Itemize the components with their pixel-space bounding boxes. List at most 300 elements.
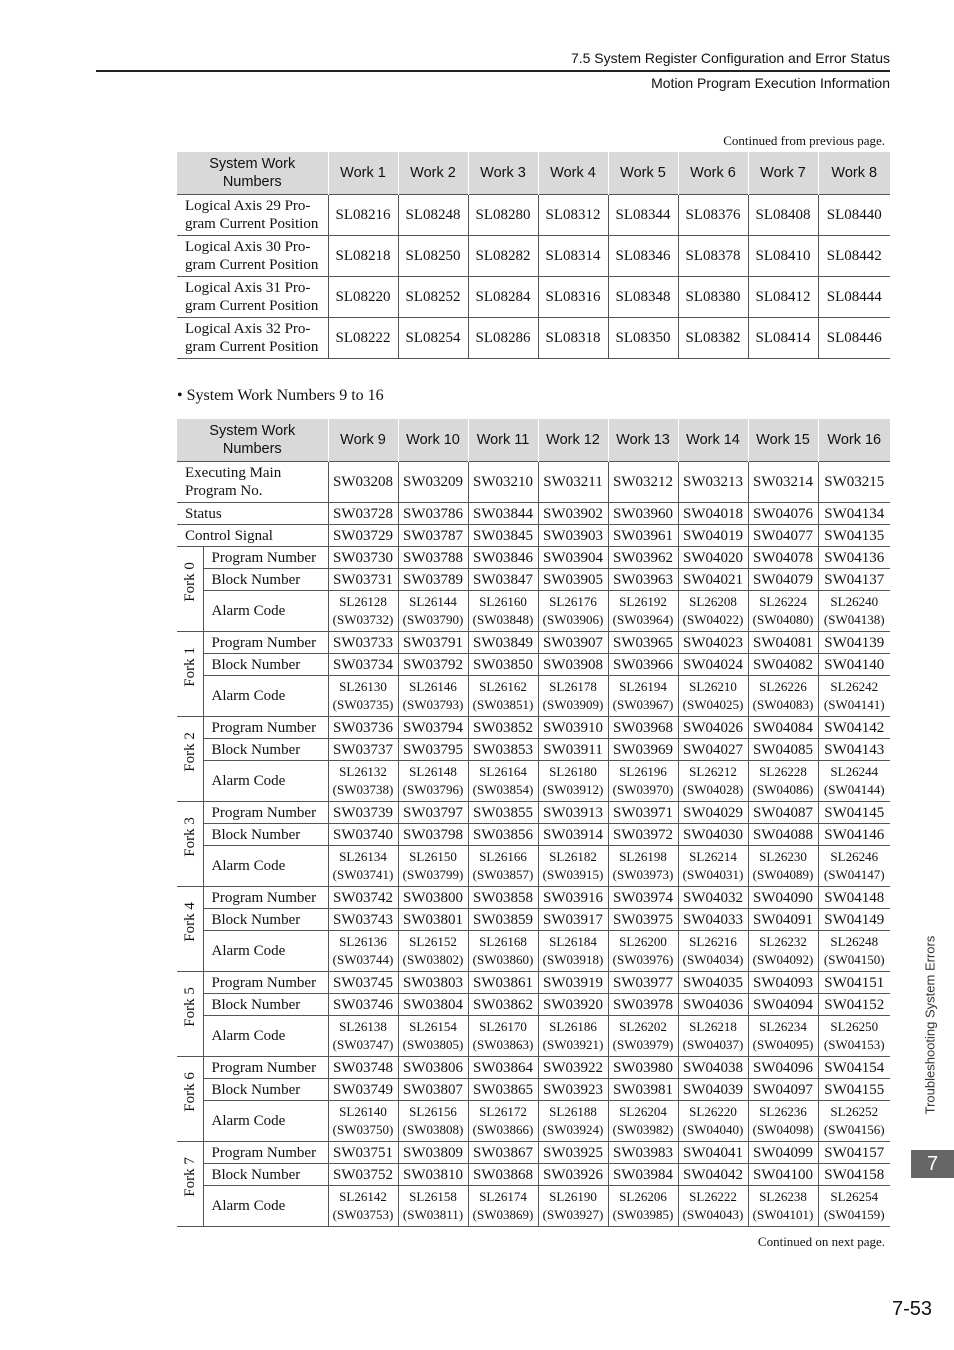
register-cell: SW04100	[748, 1164, 818, 1186]
register-cell: SW03908	[538, 654, 608, 676]
register-cell: SW04136	[818, 547, 890, 569]
register-cell: SW03984	[608, 1164, 678, 1186]
continued-from-note: Continued from previous page.	[723, 133, 885, 148]
register-cell: SW04099	[748, 1142, 818, 1164]
register-cell: SL08220	[328, 277, 398, 318]
alarm-cell-line: SL26140	[339, 1104, 387, 1119]
alarm-cell	[608, 1101, 678, 1142]
alarm-cell-line: (SW04095)	[752, 1037, 814, 1052]
register-cell: SW04020	[678, 547, 748, 569]
alarm-cell	[398, 931, 468, 972]
register-cell: SW03746	[328, 994, 398, 1016]
alarm-cell-line: SL26242	[830, 679, 879, 694]
alarm-cell-line: (SW03799)	[402, 867, 464, 882]
register-cell: SW03910	[538, 717, 608, 739]
row-label: Block Number	[203, 994, 328, 1016]
alarm-cell-line: (SW03854)	[472, 782, 534, 797]
register-cell: SW04039	[678, 1079, 748, 1101]
register-cell: SW03739	[328, 802, 398, 824]
alarm-cell	[748, 931, 818, 972]
register-cell: SL08248	[398, 195, 468, 236]
register-cell: SW04019	[678, 525, 748, 547]
alarm-cell	[678, 931, 748, 972]
register-cell: SW04021	[678, 569, 748, 591]
alarm-cell-line: (SW04138)	[823, 612, 885, 627]
register-cell: SW04077	[748, 525, 818, 547]
row-label: Program Number	[203, 547, 328, 569]
alarm-cell-line: SL26158	[409, 1189, 457, 1204]
fork-label	[177, 1142, 203, 1227]
alarm-cell	[398, 1186, 468, 1227]
alarm-cell-line: SL26224	[759, 594, 807, 609]
row-label: Block Number	[203, 654, 328, 676]
register-cell: SL08408	[748, 195, 818, 236]
register-cell: SL08318	[538, 318, 608, 359]
register-cell: SW03792	[398, 654, 468, 676]
register-cell: SW03969	[608, 739, 678, 761]
register-cell: SW03737	[328, 739, 398, 761]
continued-next-note: Continued on next page.	[757, 1234, 885, 1249]
alarm-cell	[538, 1186, 608, 1227]
row-label-line: Logical Axis 30 Pro-	[185, 239, 311, 255]
register-cell: SW03807	[398, 1079, 468, 1101]
register-cell: SW03729	[328, 525, 398, 547]
register-cell: SW04146	[818, 824, 890, 846]
row-label: Block Number	[203, 739, 328, 761]
alarm-cell	[398, 591, 468, 632]
register-cell: SW04076	[748, 503, 818, 525]
register-cell: SL08378	[678, 236, 748, 277]
register-cell: SW04036	[678, 994, 748, 1016]
alarm-cell-line: (SW03909)	[542, 697, 604, 712]
register-cell: SW03806	[398, 1057, 468, 1079]
fork-label	[177, 1057, 203, 1142]
alarm-cell-line: (SW03735)	[332, 697, 394, 712]
register-cell: SW04091	[748, 909, 818, 931]
register-cell: SW04041	[678, 1142, 748, 1164]
register-cell: SW03916	[538, 887, 608, 909]
alarm-cell-line: (SW04150)	[823, 952, 885, 967]
register-cell: SL08254	[398, 318, 468, 359]
register-cell: SW03845	[468, 525, 538, 547]
register-cell: SW04079	[748, 569, 818, 591]
register-cell: SW03913	[538, 802, 608, 824]
register-cell: SW03907	[538, 632, 608, 654]
alarm-cell-line: (SW03921)	[542, 1037, 604, 1052]
alarm-cell-line: (SW03744)	[332, 952, 394, 967]
register-cell: SW04152	[818, 994, 890, 1016]
alarm-cell-line: (SW03790)	[402, 612, 464, 627]
register-cell: SW03925	[538, 1142, 608, 1164]
register-cell: SW04042	[678, 1164, 748, 1186]
alarm-cell-line: SL26154	[409, 1019, 457, 1034]
alarm-cell-line: SL26210	[689, 679, 737, 694]
register-cell: SW04096	[748, 1057, 818, 1079]
alarm-cell-line: (SW04156)	[823, 1122, 885, 1137]
alarm-cell-line: SL26230	[759, 849, 807, 864]
register-cell: SW03846	[468, 547, 538, 569]
alarm-cell-line: SL26160	[479, 594, 527, 609]
alarm-cell-line: SL26134	[339, 849, 387, 864]
register-cell: SW04081	[748, 632, 818, 654]
alarm-cell-line: SL26194	[619, 679, 667, 694]
alarm-cell	[748, 761, 818, 802]
register-cell: SL08216	[328, 195, 398, 236]
row-label: Program Number	[203, 1142, 328, 1164]
register-cell: SW04143	[818, 739, 890, 761]
alarm-cell	[398, 846, 468, 887]
register-cell: SL08382	[678, 318, 748, 359]
register-cell: SL08312	[538, 195, 608, 236]
header-work-column: Work 15	[748, 419, 818, 462]
alarm-cell-line: SL26226	[759, 679, 807, 694]
register-cell: SW03752	[328, 1164, 398, 1186]
alarm-cell-line: (SW03808)	[402, 1122, 464, 1137]
register-cell: SW04082	[748, 654, 818, 676]
fork-label-text: Fork 5	[181, 987, 198, 1027]
alarm-cell-line: (SW03979)	[612, 1037, 674, 1052]
register-cell: SL08314	[538, 236, 608, 277]
register-cell: SW03849	[468, 632, 538, 654]
alarm-cell	[608, 676, 678, 717]
register-cell: SW03867	[468, 1142, 538, 1164]
register-cell: SL08282	[468, 236, 538, 277]
register-cell: SL08446	[818, 318, 890, 359]
alarm-cell-line: SL26234	[759, 1019, 807, 1034]
fork-label	[177, 972, 203, 1057]
alarm-cell-line: (SW03912)	[542, 782, 604, 797]
alarm-cell	[748, 846, 818, 887]
register-cell: SW03853	[468, 739, 538, 761]
table-header-row	[177, 419, 890, 462]
alarm-cell-line: (SW03985)	[612, 1207, 674, 1222]
alarm-cell-line: (SW04031)	[682, 867, 744, 882]
alarm-cell	[678, 1186, 748, 1227]
register-cell: SW03745	[328, 972, 398, 994]
register-cell: SW04018	[678, 503, 748, 525]
alarm-cell-line: SL26168	[479, 934, 527, 949]
register-cell: SW04027	[678, 739, 748, 761]
row-label-line: Logical Axis 29 Pro-	[185, 198, 311, 214]
alarm-cell	[468, 676, 538, 717]
fork-label-text: Fork 6	[181, 1072, 198, 1112]
register-cell: SW04154	[818, 1057, 890, 1079]
register-cell: SW04024	[678, 654, 748, 676]
alarm-cell-line: (SW04086)	[752, 782, 814, 797]
alarm-cell-line: SL26248	[830, 934, 879, 949]
register-cell: SW04135	[818, 525, 890, 547]
alarm-cell-line: SL26174	[479, 1189, 527, 1204]
alarm-cell	[818, 931, 890, 972]
register-cell: SL08218	[328, 236, 398, 277]
alarm-cell-line: SL26178	[549, 679, 597, 694]
alarm-cell-line: SL26170	[479, 1019, 527, 1034]
register-cell: SW03214	[748, 462, 818, 503]
alarm-cell-line: (SW03906)	[542, 612, 604, 627]
alarm-cell-line: (SW03857)	[472, 867, 534, 882]
alarm-cell	[398, 761, 468, 802]
alarm-cell	[678, 1101, 748, 1142]
register-cell: SW03740	[328, 824, 398, 846]
register-cell: SW03903	[538, 525, 608, 547]
row-label: Program Number	[203, 802, 328, 824]
row-label-line: gram Current Position	[185, 298, 319, 314]
register-cell: SW03862	[468, 994, 538, 1016]
row-label: Alarm Code	[203, 591, 328, 632]
alarm-cell-line: SL26246	[830, 849, 879, 864]
header-work-column: Work 8	[818, 152, 890, 195]
register-cell: SW04151	[818, 972, 890, 994]
alarm-cell	[468, 591, 538, 632]
table-row	[177, 717, 890, 739]
header-work-column: Work 16	[818, 419, 890, 462]
fork-label-text: Fork 0	[181, 562, 198, 602]
alarm-cell-line: (SW04080)	[752, 612, 814, 627]
register-cell: SL08440	[818, 195, 890, 236]
alarm-cell	[538, 761, 608, 802]
register-cell: SW03748	[328, 1057, 398, 1079]
register-cell: SW04038	[678, 1057, 748, 1079]
register-cell: SW03963	[608, 569, 678, 591]
register-cell: SW04158	[818, 1164, 890, 1186]
register-cell: SW04084	[748, 717, 818, 739]
alarm-cell-line: (SW03750)	[332, 1122, 394, 1137]
alarm-cell-line: SL26180	[549, 764, 597, 779]
register-cell: SW03728	[328, 503, 398, 525]
register-cell: SW03981	[608, 1079, 678, 1101]
header-rule	[96, 70, 890, 72]
alarm-cell-line: SL26198	[619, 849, 667, 864]
row-label	[177, 195, 328, 236]
register-cell: SW03980	[608, 1057, 678, 1079]
alarm-cell-line: SL26128	[339, 594, 387, 609]
fork-label-text: Fork 3	[181, 817, 198, 857]
alarm-cell-line: (SW03738)	[332, 782, 394, 797]
fork-label-text: Fork 1	[181, 647, 198, 687]
alarm-cell	[678, 676, 748, 717]
alarm-cell-line: SL26252	[830, 1104, 879, 1119]
alarm-cell	[328, 846, 398, 887]
register-cell: SL08348	[608, 277, 678, 318]
alarm-cell-line: (SW04147)	[823, 867, 885, 882]
alarm-cell	[328, 1016, 398, 1057]
row-label	[177, 277, 328, 318]
table-row	[177, 972, 890, 994]
register-cell: SW03795	[398, 739, 468, 761]
register-cell: SW04029	[678, 802, 748, 824]
row-label-line: Logical Axis 32 Pro-	[185, 321, 311, 337]
alarm-cell	[608, 761, 678, 802]
register-cell: SW03864	[468, 1057, 538, 1079]
register-cell: SW03749	[328, 1079, 398, 1101]
table-row	[177, 931, 890, 972]
alarm-cell-line: SL26172	[479, 1104, 527, 1119]
register-cell: SW03844	[468, 503, 538, 525]
register-cell: SW03730	[328, 547, 398, 569]
alarm-cell	[818, 761, 890, 802]
alarm-cell	[748, 591, 818, 632]
register-cell: SW03850	[468, 654, 538, 676]
alarm-cell-line: SL26220	[689, 1104, 737, 1119]
register-cell: SW03787	[398, 525, 468, 547]
alarm-cell-line: (SW03967)	[612, 697, 674, 712]
alarm-cell	[538, 591, 608, 632]
register-cell: SW03960	[608, 503, 678, 525]
register-cell: SW04149	[818, 909, 890, 931]
register-cell: SW03868	[468, 1164, 538, 1186]
register-cell: SW04026	[678, 717, 748, 739]
chapter-side-label: Troubleshooting System Errors	[922, 935, 938, 1115]
table-row	[177, 236, 890, 277]
register-cell: SW04094	[748, 994, 818, 1016]
alarm-cell	[748, 676, 818, 717]
row-label: Block Number	[203, 1079, 328, 1101]
alarm-cell	[468, 1016, 538, 1057]
alarm-cell	[538, 1016, 608, 1057]
row-label: Alarm Code	[203, 931, 328, 972]
alarm-cell-line: SL26156	[409, 1104, 457, 1119]
register-cell: SW03902	[538, 503, 608, 525]
row-label: Program Number	[203, 972, 328, 994]
alarm-cell	[608, 846, 678, 887]
alarm-cell	[468, 846, 538, 887]
register-cell: SW04139	[818, 632, 890, 654]
table-row	[177, 824, 890, 846]
header-work-column: Work 9	[328, 419, 398, 462]
row-label: Program Number	[203, 887, 328, 909]
register-cell: SW04097	[748, 1079, 818, 1101]
header-work-column: Work 5	[608, 152, 678, 195]
register-cell: SW03733	[328, 632, 398, 654]
row-label-line: Executing Main	[185, 465, 282, 481]
alarm-cell-line: SL26144	[409, 594, 457, 609]
alarm-cell-line: SL26136	[339, 934, 387, 949]
header-work-column: Work 2	[398, 152, 468, 195]
alarm-cell-line: SL26236	[759, 1104, 807, 1119]
register-cell: SW03974	[608, 887, 678, 909]
register-cell: SW03865	[468, 1079, 538, 1101]
alarm-cell	[818, 1186, 890, 1227]
register-cell: SW03209	[398, 462, 468, 503]
register-cell: SW03962	[608, 547, 678, 569]
register-cell: SW04030	[678, 824, 748, 846]
table-row	[177, 1101, 890, 1142]
row-label-line: Program No.	[185, 483, 263, 499]
alarm-cell-line: (SW04098)	[752, 1122, 814, 1137]
register-cell: SW03751	[328, 1142, 398, 1164]
alarm-cell-line: SL26192	[619, 594, 667, 609]
alarm-cell-line: (SW04083)	[752, 697, 814, 712]
header-work-column: Work 6	[678, 152, 748, 195]
table-row	[177, 525, 890, 547]
alarm-cell	[328, 591, 398, 632]
register-cell: SW03215	[818, 462, 890, 503]
alarm-cell-line: SL26146	[409, 679, 457, 694]
alarm-cell-line: (SW03976)	[612, 952, 674, 967]
alarm-cell	[328, 676, 398, 717]
header-work-column: Work 7	[748, 152, 818, 195]
register-cell: SL08286	[468, 318, 538, 359]
alarm-cell	[468, 1101, 538, 1142]
alarm-cell-line: (SW04092)	[752, 952, 814, 967]
alarm-cell	[818, 846, 890, 887]
alarm-cell-line: (SW03802)	[402, 952, 464, 967]
alarm-cell-line: (SW04025)	[682, 697, 744, 712]
fork-label-text: Fork 4	[181, 902, 198, 942]
alarm-cell-line: SL26188	[549, 1104, 597, 1119]
alarm-cell	[468, 1186, 538, 1227]
table-row	[177, 318, 890, 359]
alarm-cell-line: SL26254	[830, 1189, 879, 1204]
alarm-cell	[678, 761, 748, 802]
alarm-cell-line: (SW03970)	[612, 782, 674, 797]
alarm-cell-line: SL26212	[689, 764, 737, 779]
alarm-cell-line: SL26176	[549, 594, 597, 609]
register-cell: SW04155	[818, 1079, 890, 1101]
alarm-cell	[608, 1016, 678, 1057]
alarm-cell	[538, 1101, 608, 1142]
register-cell: SW03800	[398, 887, 468, 909]
alarm-cell-line: (SW03851)	[472, 697, 534, 712]
register-cell: SW04093	[748, 972, 818, 994]
alarm-cell-line: (SW03924)	[542, 1122, 604, 1137]
register-cell: SW03858	[468, 887, 538, 909]
alarm-cell-line: SL26190	[549, 1189, 597, 1204]
alarm-cell	[608, 1186, 678, 1227]
alarm-cell-line: SL26244	[830, 764, 879, 779]
register-cell: SW03810	[398, 1164, 468, 1186]
register-cell: SW04023	[678, 632, 748, 654]
register-cell: SW03797	[398, 802, 468, 824]
alarm-cell-line: (SW03848)	[472, 612, 534, 627]
row-label: Alarm Code	[203, 1016, 328, 1057]
fork-label	[177, 632, 203, 717]
table-row	[177, 1142, 890, 1164]
alarm-cell-line: SL26206	[619, 1189, 667, 1204]
register-cell: SW03211	[538, 462, 608, 503]
alarm-cell-line: SL26164	[479, 764, 527, 779]
alarm-cell-line: (SW03732)	[332, 612, 394, 627]
register-cell: SW03855	[468, 802, 538, 824]
alarm-cell	[398, 1101, 468, 1142]
alarm-cell	[678, 846, 748, 887]
alarm-cell-line: SL26148	[409, 764, 457, 779]
register-cell: SL08376	[678, 195, 748, 236]
chapter-tab: 7	[911, 1150, 954, 1178]
table-row	[177, 195, 890, 236]
alarm-cell-line: (SW04089)	[752, 867, 814, 882]
register-cell: SW04157	[818, 1142, 890, 1164]
register-cell: SW03734	[328, 654, 398, 676]
alarm-cell	[468, 761, 538, 802]
table-row	[177, 1164, 890, 1186]
alarm-cell	[398, 1016, 468, 1057]
alarm-cell-line: SL26208	[689, 594, 737, 609]
register-cell: SW03919	[538, 972, 608, 994]
table-row	[177, 994, 890, 1016]
register-cell: SW03859	[468, 909, 538, 931]
row-label-line: gram Current Position	[185, 339, 319, 355]
alarm-cell	[538, 846, 608, 887]
alarm-cell-line: (SW04101)	[752, 1207, 814, 1222]
register-cell: SW03975	[608, 909, 678, 931]
register-cell: SW04090	[748, 887, 818, 909]
register-cell: SW03965	[608, 632, 678, 654]
register-cell: SW03917	[538, 909, 608, 931]
row-label-line: gram Current Position	[185, 216, 319, 232]
alarm-cell	[328, 1101, 398, 1142]
alarm-cell-line: (SW04040)	[682, 1122, 744, 1137]
